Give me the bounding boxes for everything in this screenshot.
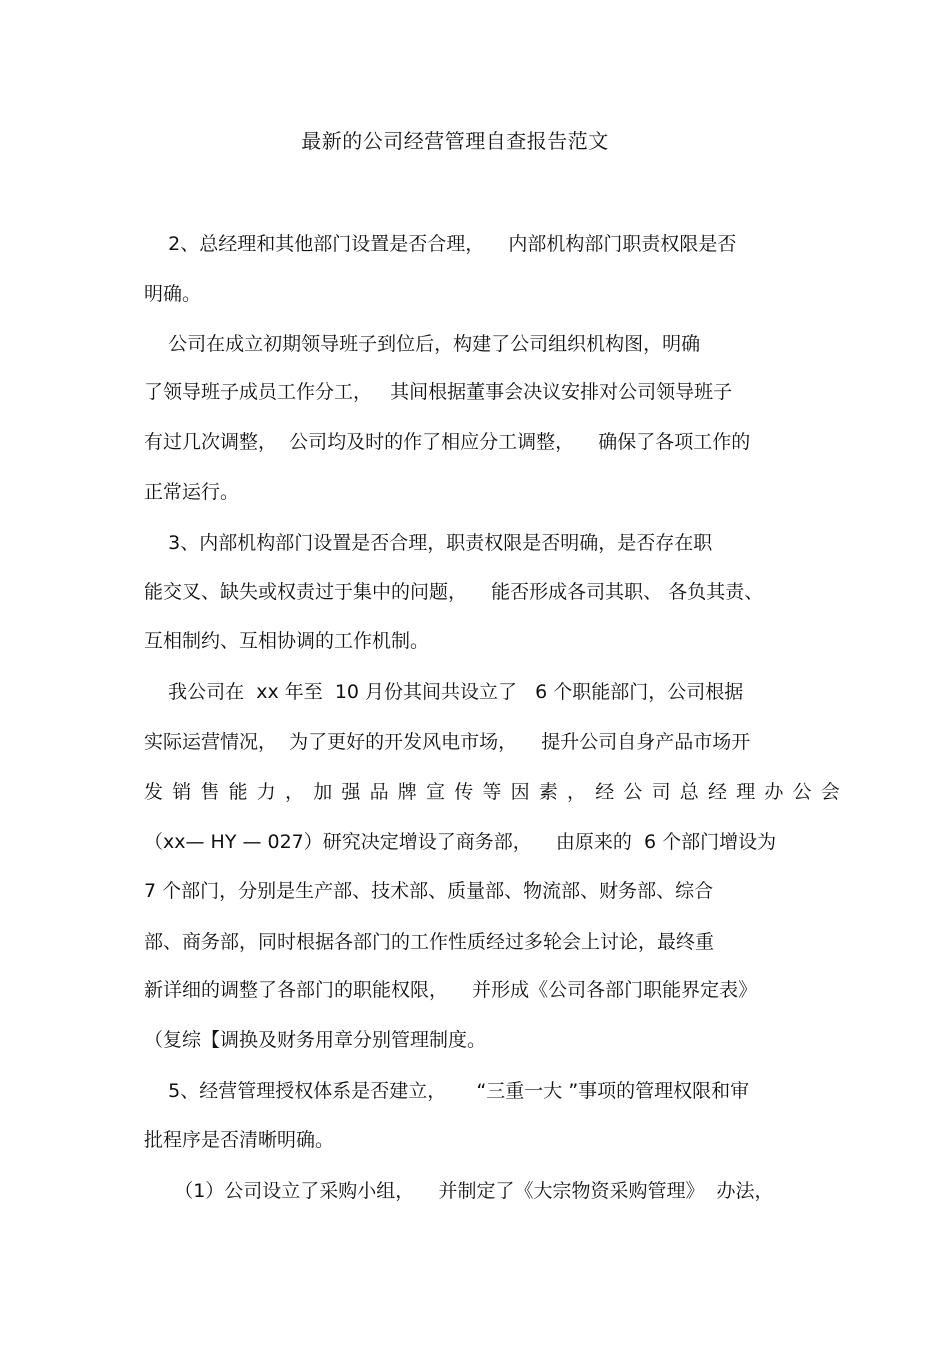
paragraph-line: （1）公司设立了采购小组， 并制定了《大宗物资采购管理》 办法， (144, 1180, 774, 1202)
paragraph-line: 3、内部机构部门设置是否合理，职责权限是否明确，是否存在职 (144, 532, 713, 554)
paragraph-line: 批程序是否清晰明确。 (144, 1129, 335, 1151)
paragraph-line: 互相制约、互相协调的工作机制。 (144, 630, 430, 652)
paragraph-line: （xx— HY — 027）研究决定增设了商务部， 由原来的 6 个部门增设为 (144, 831, 777, 853)
paragraph-line: 了领导班子成员工作分工， 其间根据董事会决议安排对公司领导班子 (144, 381, 733, 403)
paragraph-line: 正常运行。 (144, 481, 240, 503)
paragraph-line: 发销售能力，加强品牌宣传等因素，经公司总经理办公会 (144, 781, 850, 803)
paragraph-line: （复综【调换及财务用章分别管理制度。 (144, 1029, 487, 1051)
document-title: 最新的公司经营管理自查报告范文 (301, 129, 609, 153)
paragraph-line: 实际运营情况， 为了更好的开发风电市场， 提升公司自身产品市场开 (144, 731, 751, 753)
paragraph-line: 我公司在 xx 年至 10 月份其间共设立了 6 个职能部门，公司根据 (144, 681, 744, 703)
paragraph-line: 2、总经理和其他部门设置是否合理， 内部机构部门职责权限是否 (144, 233, 737, 255)
paragraph-line: 部、商务部，同时根据各部门的工作性质经过多轮会上讨论，最终重 (144, 931, 715, 953)
paragraph-line: 7 个部门，分别是生产部、技术部、质量部、物流部、财务部、综合 (144, 880, 714, 902)
paragraph-line: 公司在成立初期领导班子到位后，构建了公司组织机构图，明确 (144, 333, 701, 355)
paragraph-line: 新详细的调整了各部门的职能权限， 并形成《公司各部门职能界定表》 (144, 979, 758, 1001)
paragraph-line: 能交叉、缺失或权责过于集中的问题， 能否形成各司其职、 各负其责、 (144, 581, 764, 603)
paragraph-line: 明确。 (144, 283, 202, 305)
paragraph-line: 有过几次调整， 公司均及时的作了相应分工调整， 确保了各项工作的 (144, 431, 751, 453)
paragraph-line: 5、经营管理授权体系是否建立， “三重一大 ”事项的管理权限和审 (144, 1080, 750, 1102)
